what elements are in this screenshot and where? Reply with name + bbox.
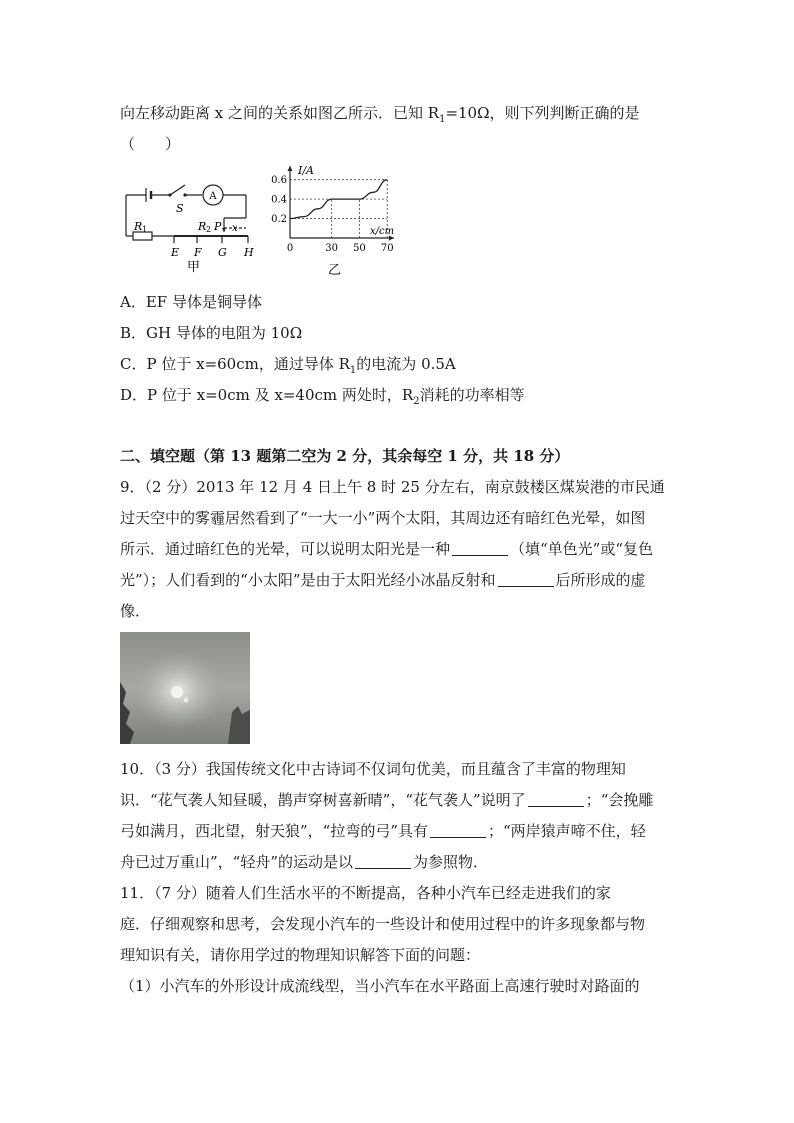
q10-line4: 舟已过万重山”，“轻舟”的运动是以 为参照物．	[120, 853, 489, 871]
large-sun	[171, 686, 183, 698]
y-tick-label: 0.2	[271, 214, 287, 226]
q10-line1: 10．（3 分）我国传统文化中古诗词不仅词句优美，而且蕴含了丰富的物理知	[120, 760, 626, 778]
q11-line4: （1）小汽车的外形设计成流线型，当小汽车在水平路面上高速行驶时对路面的	[120, 977, 640, 995]
slider-p-label: P	[214, 220, 222, 233]
small-sun	[184, 698, 189, 703]
q11-line3: 理知识有关，请你用学过的物理知识解答下面的问题：	[120, 946, 481, 964]
option-c: C．P 位于 x=60cm，通过导体 $R_1$的电流为 0.5A	[120, 355, 456, 376]
series-line	[290, 180, 387, 219]
q8-stem-line1: 向左移动距离 x 之间的关系如图乙所示．已知 $R_1=10\Omega$，则下列判断正确的是	[120, 104, 640, 125]
option-b: B．GH 导体的电阻为 10Ω	[120, 324, 303, 342]
circuit-diagram-jia	[120, 168, 270, 278]
q9-line5: 像．	[120, 602, 151, 620]
x-tick-label: 50	[353, 243, 366, 254]
y-tick-label: 0.4	[271, 194, 287, 206]
q11-line1: 11．（7 分）随着人们生活水平的不断提高，各种小汽车已经走进我们的家	[120, 884, 611, 902]
y-axis-label: I/A	[298, 164, 314, 177]
answer-blank[interactable]	[498, 572, 554, 587]
switch-blade	[170, 185, 185, 195]
y-tick-label: 0.6	[271, 175, 287, 187]
point-g-label: G	[218, 246, 227, 259]
q9-line1: 9．（2 分）2013 年 12 月 4 日上午 8 时 25 分左右，南京鼓楼区煤炭港的市民通	[120, 478, 665, 496]
switch-label: S	[176, 202, 184, 215]
smog-sun-photo	[120, 632, 250, 744]
figure-yi-caption: 乙	[328, 263, 342, 278]
x-axis-label: x/cm	[370, 226, 395, 237]
x-tick-label: 30	[325, 243, 339, 254]
section-heading: 二、填空题（第 13 题第二空为 2 分，其余每空 1 分，共 18 分）	[120, 447, 570, 465]
q9-line4: 光”）；人们看到的“小太阳”是由于太阳光经小冰晶反射和 后所形成的虚	[120, 571, 646, 589]
q10-line2: 识．“花气袭人知昼暖，鹊声穿树喜新晴”，“花气袭人”说明了 ；“会挽雕	[120, 791, 654, 809]
q10-line3: 弓如满月，西北望，射天狼”，“拉弯的弓”具有 ；“两岸猿声啼不住，轻	[120, 822, 646, 840]
r1-label-sub: 1	[142, 225, 148, 234]
x-tick-label: 70	[380, 243, 394, 254]
r2-label: R	[198, 220, 207, 233]
q9-line3: 所示．通过暗红色的光晕，可以说明太阳光是一种 （填“单色光”或“复色	[120, 540, 654, 558]
option-d: D．P 位于 x=0cm 及 x=40cm 两处时，$R_2$消耗的功率相等	[120, 386, 525, 407]
ammeter-label: A	[209, 191, 217, 202]
answer-blank[interactable]	[452, 541, 508, 556]
point-e-label: E	[171, 246, 180, 259]
point-f-label: F	[194, 246, 202, 259]
q11-line2: 庭．仔细观察和思考，会发现小汽车的一些设计和使用过程中的许多现象都与物	[120, 915, 646, 933]
point-h-label: H	[244, 246, 254, 259]
x-tick-label: 0	[286, 243, 294, 254]
x-distance-label: x	[232, 223, 238, 234]
answer-blank[interactable]	[355, 854, 411, 869]
q9-line2: 过天空中的雾霾居然看到了“一大一小”两个太阳，其周边还有暗红色光晕，如图	[120, 509, 646, 527]
option-a: A．EF 导体是铜导体	[120, 293, 262, 311]
figure-jia-caption: 甲	[187, 260, 201, 275]
q8-answer-paren: （ ）	[120, 135, 181, 153]
answer-blank[interactable]	[430, 823, 486, 838]
r2-label-sub: 2	[206, 225, 212, 234]
r1-label: R	[134, 220, 143, 233]
current-distance-chart	[270, 160, 410, 280]
answer-blank[interactable]	[528, 792, 584, 807]
